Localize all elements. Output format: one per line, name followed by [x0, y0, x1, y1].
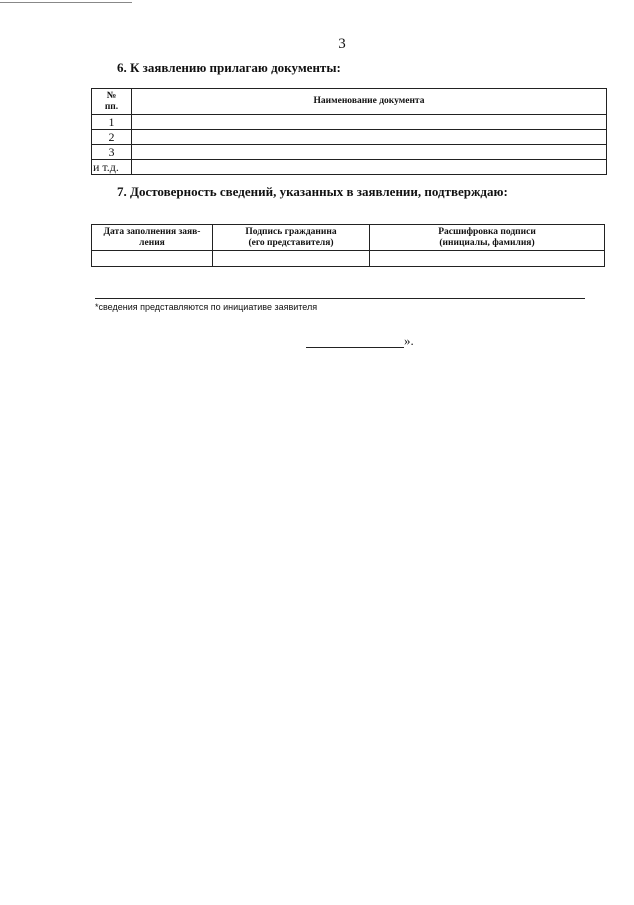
document-name-cell[interactable] — [132, 160, 607, 175]
footnote-text: *сведения представляются по инициативе заявителя — [95, 302, 318, 312]
row-number: и т.д. — [92, 160, 132, 175]
document-name-cell[interactable] — [132, 130, 607, 145]
table-row — [92, 145, 607, 160]
table-row — [92, 251, 605, 267]
signature-cell[interactable] — [213, 251, 370, 267]
table-row — [92, 160, 607, 175]
table-header-row — [92, 89, 607, 115]
page-number: 3 — [338, 36, 346, 52]
fill-date-header-line1: Дата заполнения заяв- — [103, 226, 201, 237]
document-name-cell[interactable] — [132, 115, 607, 130]
row-number: 3 — [92, 145, 132, 160]
column-header-signature-decoding — [370, 225, 605, 251]
signature-header-line1: Подпись гражданина — [245, 226, 337, 237]
row-number: 2 — [92, 130, 132, 145]
closing-blank-line — [306, 347, 404, 348]
table-row — [92, 130, 607, 145]
decoding-header-line1: Расшифровка подписи — [438, 226, 536, 237]
column-header-number-line1: № — [106, 90, 117, 101]
document-name-cell[interactable] — [132, 145, 607, 160]
decoding-header-line2: (инициалы, фамилия) — [439, 237, 535, 248]
footnote-divider — [95, 298, 585, 299]
signature-header-line2: (его представителя) — [248, 237, 334, 248]
fill-date-cell[interactable] — [92, 251, 213, 267]
section-6-heading: 6. К заявлению прилагаю документы: — [117, 60, 341, 75]
row-number: 1 — [92, 115, 132, 130]
signature-decoding-cell[interactable] — [370, 251, 605, 267]
column-header-fill-date — [92, 225, 213, 251]
fill-date-header-line2: ления — [139, 237, 165, 248]
top-edge-rule — [0, 2, 132, 3]
attached-documents-table — [91, 88, 607, 175]
section-7-heading: 7. Достоверность сведений, указанных в заявлении, подтверждаю: — [117, 184, 508, 199]
table-header-row — [92, 225, 605, 251]
column-header-number — [92, 89, 132, 115]
table-row — [92, 115, 607, 130]
confirmation-table — [91, 224, 605, 267]
column-header-signature — [213, 225, 370, 251]
closing-quote-mark: ». — [404, 333, 414, 348]
column-header-document-name: Наименование документа — [132, 89, 607, 115]
column-header-number-line2: пп. — [104, 101, 119, 112]
